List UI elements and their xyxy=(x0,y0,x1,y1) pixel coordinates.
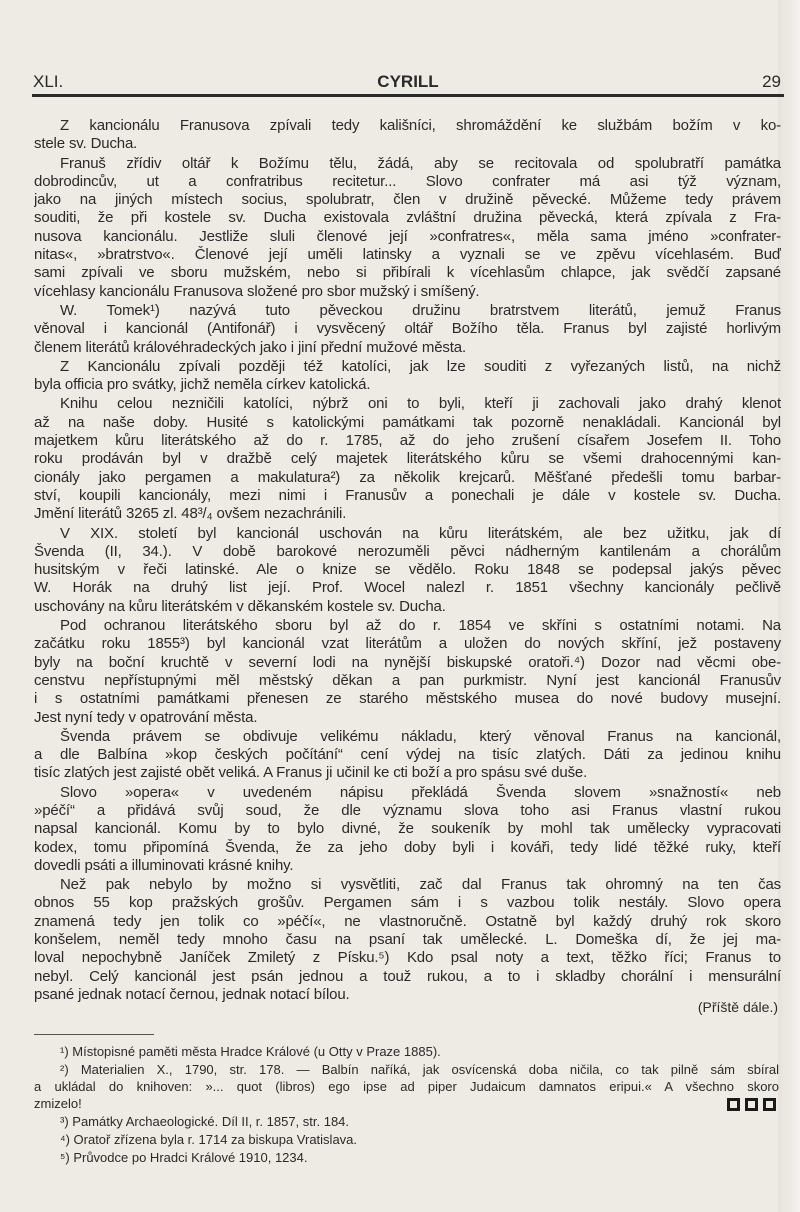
paragraph xyxy=(34,117,781,154)
text-line: napsal kancionál. Komu by to bylo divné, že soukeník by mohl tak umělecky vypracovati xyxy=(34,820,781,838)
paragraph xyxy=(34,395,781,523)
paragraph xyxy=(34,155,781,301)
paragraph xyxy=(34,784,781,875)
text-line: byla officia pro svátky, jichž neměla církev katolická. xyxy=(34,376,371,394)
paragraph xyxy=(34,876,781,1004)
footnote xyxy=(34,1061,779,1112)
text-line: psané jednak notací černou, jednak notací bílou. xyxy=(34,985,350,1003)
footnote xyxy=(34,1113,779,1130)
text-line: Pod ochranou literátského sboru byl až do r. 1854 ve skříni s ostatními notami. Na xyxy=(60,617,781,635)
text-line: byly na boční kruchtě v severní lodi na nynější biskupské oratoři.⁴) Dozor nad věcmi obe- xyxy=(34,653,781,671)
text-line: sami zpívali ve sboru mužském, nebo si přibírali k vícehlasům chlapce, jak svědčí zapsané xyxy=(34,264,781,282)
text-line: a ukládal do knihoven: »... quot (libros) ego ipse ad piper Judaicum damnatos eripui.« A všechno skoro xyxy=(34,1079,779,1094)
text-line: Slovo »opera« v uvedeném nápisu překládá Švenda slovem »snažností« neb xyxy=(60,783,781,801)
text-line: ství, koupili kancionály, mezi nimi i Franusův a ponechali je dále v kostele sv. Ducha. xyxy=(34,486,781,504)
text-line: vícehlasy kancionálu Franusova složené pro sbor mužský i smíšený. xyxy=(34,282,480,300)
text-line: V XIX. století byl kancionál uschován na kůru literátském, ale bez užitku, jak dí xyxy=(60,524,781,542)
footnote xyxy=(34,1043,779,1060)
text-line: stele sv. Ducha. xyxy=(34,135,138,153)
text-line: Z kancionálu Franusova zpívali tedy kališníci, shromáždění ke službám božím v ko- xyxy=(60,117,781,134)
text-line: souditi, že při kostele sv. Ducha existovala zvláštní družina pěvecká, která zpívala z Fra- xyxy=(34,209,781,227)
text-line: »péčí“ a přidává svůj soud, že dle významu slova toho asi Franus vlastní rukou xyxy=(34,801,781,819)
text-line: tisíc zlatých jest zajisté obět veliká. A Franus ji učinil ke cti boží a pro spásu své duše. xyxy=(34,764,588,782)
text-line: Franuš zřídiv oltář k Božímu tělu, žádá, aby se recitovala od spolubratří památka xyxy=(60,154,781,172)
square-ornament-icon xyxy=(727,1098,740,1111)
text-line: Knihu celou nezničili katolíci, nýbrž oni to byli, kteří ji zachovali jako drahý klenot xyxy=(60,395,781,413)
text-line: ⁴) Oratoř zřízena byla r. 1714 za biskupa Vratislava. xyxy=(60,1132,358,1147)
header-rule xyxy=(32,94,784,97)
continued-note: (Příště dále.) xyxy=(697,999,778,1015)
text-line: Švenda právem se obdivuje velikému nákladu, který věnoval Franus na kancionál, xyxy=(60,727,781,745)
text-line: Z Kancionálu zpívali později též katolíci, jak lze souditi z vyřezaných listů, na nichž xyxy=(60,357,781,375)
text-line: kodex, tomu připomíná Švenda, že za jeho doby byli i kováři, tedy lidé těžké ruky, kteří xyxy=(34,838,781,856)
text-line: nitas«, »bratrstvo«. Členové její uměli latinsky a vyznali se ve zpěvu vícehlasém. Buď xyxy=(34,246,781,264)
square-ornament-icon xyxy=(745,1098,758,1111)
article-body xyxy=(34,117,781,1005)
paragraph xyxy=(34,358,781,395)
page-edge xyxy=(778,0,800,1212)
text-line: Švenda (II, 34.). V době barokové nerozuměli pěvci nádherným kantilenám a chorálům xyxy=(34,542,781,560)
journal-title: CYRILL xyxy=(377,72,439,91)
text-line: ²) Materialien X., 1790, str. 178. — Balbín naříká, jak osvícenská doba ničila, co tak pilně sám sbíral xyxy=(60,1062,779,1077)
text-line: Jest nyní tedy v opatrování města. xyxy=(34,708,258,726)
volume-number: XLI. xyxy=(33,72,64,91)
text-line: husitským v řeči latinské. Ale o knize se vědělo. Roku 1848 se podepsal jakýs pěvec xyxy=(34,561,781,579)
footnotes xyxy=(34,1043,779,1167)
text-line: dovedli psáti a illuminovati krásné knihy. xyxy=(34,856,294,874)
text-line: a dle Balbína »kop českých počítání“ cení výdej na tisíc zlatých. Dáti za jedinou knihu xyxy=(34,746,781,764)
footnote xyxy=(34,1149,779,1166)
paragraph xyxy=(34,728,781,783)
text-line: Než pak nebylo by možno si vysvětliti, zač dal Franus tak ohromný na ten čas xyxy=(60,876,781,894)
text-line: členem literátů královéhradeckých jako i jiní přední mužové města. xyxy=(34,338,466,356)
text-line: cionály jako pergamen a makulatura²) za několik krejcarů. Měšťané předešli tomu barbar- xyxy=(34,468,781,486)
text-line: W. Horák na druhý list její. Prof. Wocel nalezl r. 1851 všechny kancionály pečlivě xyxy=(34,579,781,597)
text-line: i s ostatními památkami přenesen ze starého městského musea do nové budovy musejní. xyxy=(34,690,781,708)
text-line: dobrodincův, ut a confratribus recitetur... Slovo confrater má asi týž význam, xyxy=(34,172,781,190)
text-line: majetkem kůru literátského až do r. 1785, až do jeho zrušení císařem Josefem II. Toho xyxy=(34,432,781,450)
end-ornament xyxy=(727,1098,776,1111)
text-line: censtvu nepřístupnými měl městský děkan a pan purkmistr. Nyní jest kancionál Franusův xyxy=(34,671,781,689)
text-line: ¹) Místopisné paměti města Hradce Králové (u Otty v Praze 1885). xyxy=(60,1044,441,1059)
text-line: až na naše doby. Husité s katolickými památkami tak pozorně nenakládali. Kancionál byl xyxy=(34,413,781,431)
text-line: začátku roku 1855³) byl kancionál vzat literátům a uložen do nových skříní, jež postaveny xyxy=(34,635,781,653)
footnote-rule xyxy=(34,1034,154,1035)
text-line: věnoval i kancionál (Antifonář) i vysvěcený oltář Božího těla. Franus byl zajisté horlivým xyxy=(34,320,781,338)
text-line: Jmění literátů 3265 zl. 48³/₄ ovšem nezachránili. xyxy=(34,505,347,523)
running-header xyxy=(33,72,783,94)
paragraph xyxy=(34,302,781,357)
text-line: nusova kancionálu. Jestliže sluli členové její »confratres«, měla sama jméno »confrater- xyxy=(34,227,781,245)
text-line: znamená tedy jen tolik co »péčí«, ne vlastnoručně. Ostatně byl každý druhý rok skoro xyxy=(34,912,781,930)
text-line: zmizelo! xyxy=(34,1096,82,1111)
paragraph xyxy=(34,617,781,727)
text-line: uschovány na kůru literátském v děkanském kostele sv. Ducha. xyxy=(34,597,446,615)
text-line: loval nepochybně Janíček Zmiletý z Písku.⁵) Kdo psal noty a text, těžko říci; Franus to xyxy=(34,949,781,967)
paragraph xyxy=(34,525,781,616)
text-line: konšelem, neměl tedy mnoho času na psaní tak umělecké. L. Domeška dí, že jej ma- xyxy=(34,931,781,949)
text-line: obnos 55 kop pražských grošův. Pergamen sám i s vazbou tolik nestály. Slovo opera xyxy=(34,894,781,912)
footnote xyxy=(34,1131,779,1148)
text-line: W. Tomek¹) nazývá tuto pěveckou družinu bratrstvem literátů, jemuž Franus xyxy=(60,301,781,319)
text-line: roku prodáván byl v dražbě celý majetek literátského kůru se všemi drahocennými kan- xyxy=(34,450,781,468)
page-number: 29 xyxy=(762,72,781,91)
text-line: ⁵) Průvodce po Hradci Králové 1910, 1234. xyxy=(60,1150,308,1165)
text-line: jako na jiných místech socius, spolubratr, člen v družině pěvecké. Můžeme tedy právem xyxy=(34,191,781,209)
text-line: nebyl. Celý kancionál jest psán jednou a touž rukou, a to i skladby chorální i mensurální xyxy=(34,967,781,985)
square-ornament-icon xyxy=(763,1098,776,1111)
text-line: ³) Památky Archaeologické. Díl II, r. 1857, str. 184. xyxy=(60,1114,350,1129)
